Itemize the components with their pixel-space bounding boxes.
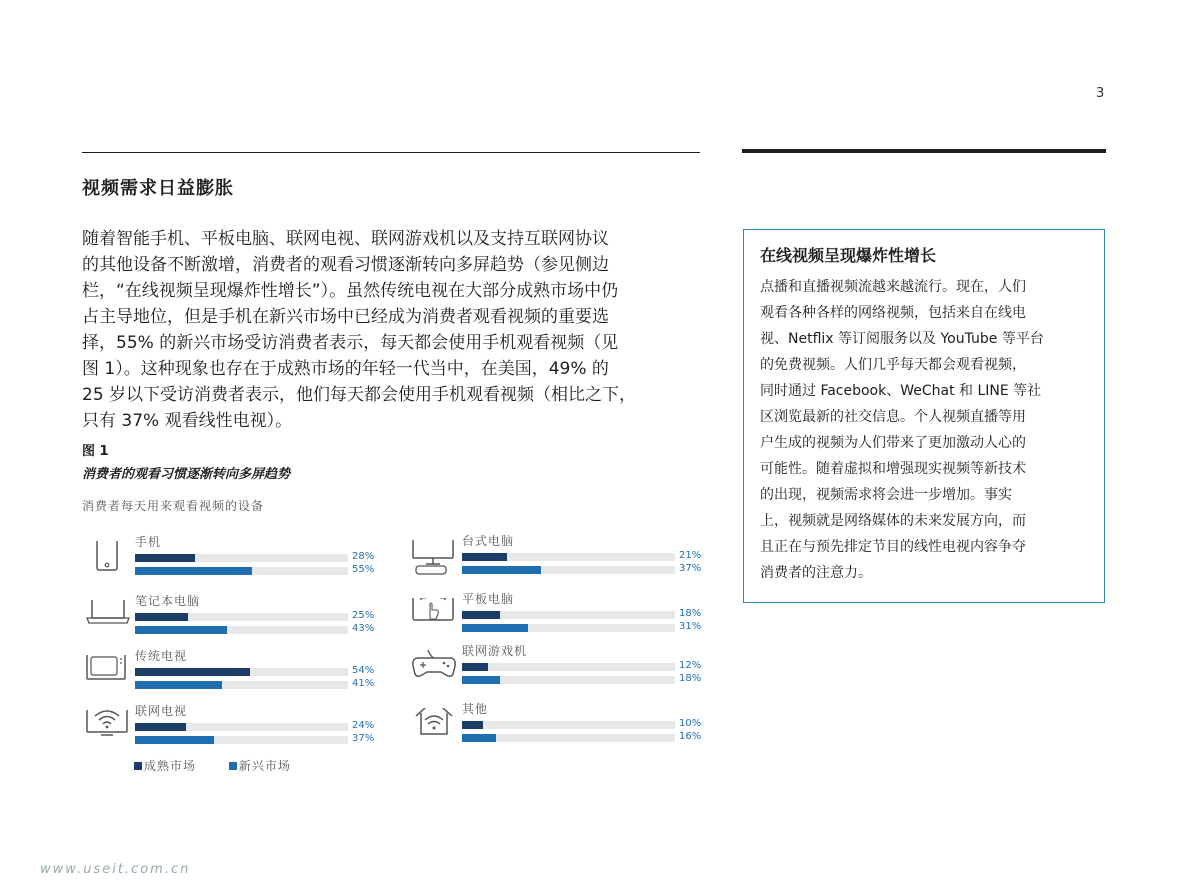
bar-emerging (462, 566, 541, 574)
bar-mature (462, 611, 500, 619)
value-label-emerging: 18% (679, 673, 702, 684)
body-line: 择，55% 的新兴市场受访消费者表示，每天都会使用手机观看视频（见 (82, 333, 619, 353)
legend-swatch (134, 762, 142, 770)
legend-label: 成熟市场 (144, 759, 197, 773)
device-name: 联网电视 (135, 704, 188, 718)
sidebar-line: 且正在与预先排定节目的线性电视内容争夺 (760, 539, 1026, 555)
legend-item-mature (134, 757, 196, 774)
body-line: 25 岁以下受访消费者表示，他们每天都会使用手机观看视频（相比之下， (82, 385, 637, 405)
bar-emerging (462, 734, 496, 742)
bar-track (135, 668, 348, 676)
section-title: 视频需求日益膨胀 (82, 178, 234, 199)
bar-emerging (135, 681, 222, 689)
sidebar-line: 消费者的注意力。 (760, 565, 872, 581)
smart-tv-icon (83, 710, 131, 754)
figure-title: 消费者的观看习惯逐渐转向多屏趋势 (82, 467, 291, 482)
bar-track (135, 567, 348, 575)
body-line: 图 1）。这种现象也存在于成熟市场的年轻一代当中，在美国，49% 的 (82, 359, 609, 379)
bar-track (462, 676, 675, 684)
figure-subtitle: 消费者每天用来观看视频的设备 (82, 499, 265, 513)
body-line: 占主导地位，但是手机在新兴市场中已经成为消费者观看视频的重要选 (82, 307, 609, 327)
legend-label: 新兴市场 (238, 759, 291, 773)
sidebar-title: 在线视频呈现爆炸性增长 (760, 246, 937, 265)
device-row-desktop (410, 534, 710, 590)
value-label-emerging: 31% (679, 621, 702, 632)
sidebar-line: 观看各种各样的网络视频，包括来自在线电 (760, 305, 1026, 321)
section-divider (82, 152, 700, 153)
bar-track (462, 611, 675, 619)
body-line: 的其他设备不断激增，消费者的观看习惯逐渐转向多屏趋势（参见侧边 (82, 255, 609, 275)
bar-emerging (135, 567, 252, 575)
bar-track (462, 553, 675, 561)
value-label-mature: 28% (352, 551, 375, 562)
bar-emerging (462, 624, 528, 632)
sidebar-text (760, 274, 1090, 586)
bar-mature (462, 721, 483, 729)
sidebar-line: 可能性。随着虚拟和增强现实视频等新技术 (760, 461, 1026, 477)
device-row-phone (83, 535, 383, 591)
value-label-emerging: 43% (352, 623, 375, 634)
value-label-mature: 24% (352, 720, 375, 731)
bar-emerging (135, 736, 214, 744)
device-row-other (410, 702, 710, 758)
sidebar-line: 上，视频就是网络媒体的未来发展方向，而 (760, 513, 1026, 529)
bar-track (462, 734, 675, 742)
figure-label: 图 1 (82, 444, 109, 459)
device-name: 手机 (135, 535, 162, 549)
device-name: 其他 (462, 702, 489, 716)
bar-track (135, 681, 348, 689)
value-label-emerging: 55% (352, 564, 375, 575)
bar-mature (135, 723, 186, 731)
body-line: 随着智能手机、平板电脑、联网电视、联网游戏机以及支持互联网协议 (82, 229, 609, 249)
value-label-emerging: 41% (352, 678, 375, 689)
tablet-icon (410, 598, 458, 642)
bar-track (462, 663, 675, 671)
legend-item-emerging (229, 757, 291, 774)
bar-mature (135, 613, 188, 621)
chart-legend (134, 757, 319, 774)
bar-emerging (462, 676, 500, 684)
value-label-emerging: 16% (679, 731, 702, 742)
sidebar-line: 同时通过 Facebook、WeChat 和 LINE 等社 (760, 383, 1042, 399)
legend-swatch (229, 762, 237, 770)
phone-icon (83, 541, 131, 585)
bar-emerging (135, 626, 227, 634)
sidebar-line: 的出现，视频需求将会进一步增加。事实 (760, 487, 1012, 503)
body-line: 栏，“在线视频呈现爆炸性增长”）。虽然传统电视在大部分成熟市场中仍 (82, 281, 619, 301)
bar-track (462, 721, 675, 729)
device-row-laptop (83, 594, 383, 650)
sidebar-line: 户生成的视频为人们带来了更加激动人心的 (760, 435, 1026, 451)
device-row-game-console (410, 644, 710, 700)
device-name: 台式电脑 (462, 534, 515, 548)
desktop-icon (410, 540, 458, 584)
bar-track (135, 736, 348, 744)
sidebar-line: 的免费视频。人们几乎每天都会观看视频， (760, 357, 1026, 373)
body-paragraph (82, 226, 700, 434)
sidebar-divider (742, 149, 1106, 153)
home-wifi-icon (410, 708, 458, 752)
watermark: www.useit.com.cn (40, 862, 191, 877)
value-label-mature: 21% (679, 550, 702, 561)
bar-track (135, 554, 348, 562)
value-label-mature: 54% (352, 665, 375, 676)
device-name: 传统电视 (135, 649, 188, 663)
laptop-icon (83, 600, 131, 644)
sidebar-line: 点播和直播视频流越来越流行。现在，人们 (760, 279, 1026, 295)
value-label-emerging: 37% (679, 563, 702, 574)
device-row-tablet (410, 592, 710, 648)
sidebar-line: 视、Netflix 等订阅服务以及 YouTube 等平台 (760, 331, 1044, 347)
device-name: 笔记本电脑 (135, 594, 201, 608)
body-line: 只有 37% 观看线性电视）。 (82, 411, 293, 431)
bar-mature (462, 553, 507, 561)
bar-mature (462, 663, 488, 671)
device-name: 联网游戏机 (462, 644, 528, 658)
device-row-smart-tv (83, 704, 383, 760)
value-label-mature: 12% (679, 660, 702, 671)
bar-track (135, 613, 348, 621)
page-number: 3 (1096, 86, 1105, 101)
value-label-mature: 10% (679, 718, 702, 729)
bar-track (135, 626, 348, 634)
bar-track (135, 723, 348, 731)
device-row-traditional-tv (83, 649, 383, 705)
device-name: 平板电脑 (462, 592, 515, 606)
value-label-mature: 25% (352, 610, 375, 621)
bar-mature (135, 554, 195, 562)
game-console-icon (410, 650, 458, 694)
bar-track (462, 624, 675, 632)
bar-mature (135, 668, 250, 676)
tv-icon (83, 655, 131, 699)
value-label-mature: 18% (679, 608, 702, 619)
sidebar-line: 区浏览最新的社交信息。个人视频直播等用 (760, 409, 1026, 425)
bar-track (462, 566, 675, 574)
value-label-emerging: 37% (352, 733, 375, 744)
